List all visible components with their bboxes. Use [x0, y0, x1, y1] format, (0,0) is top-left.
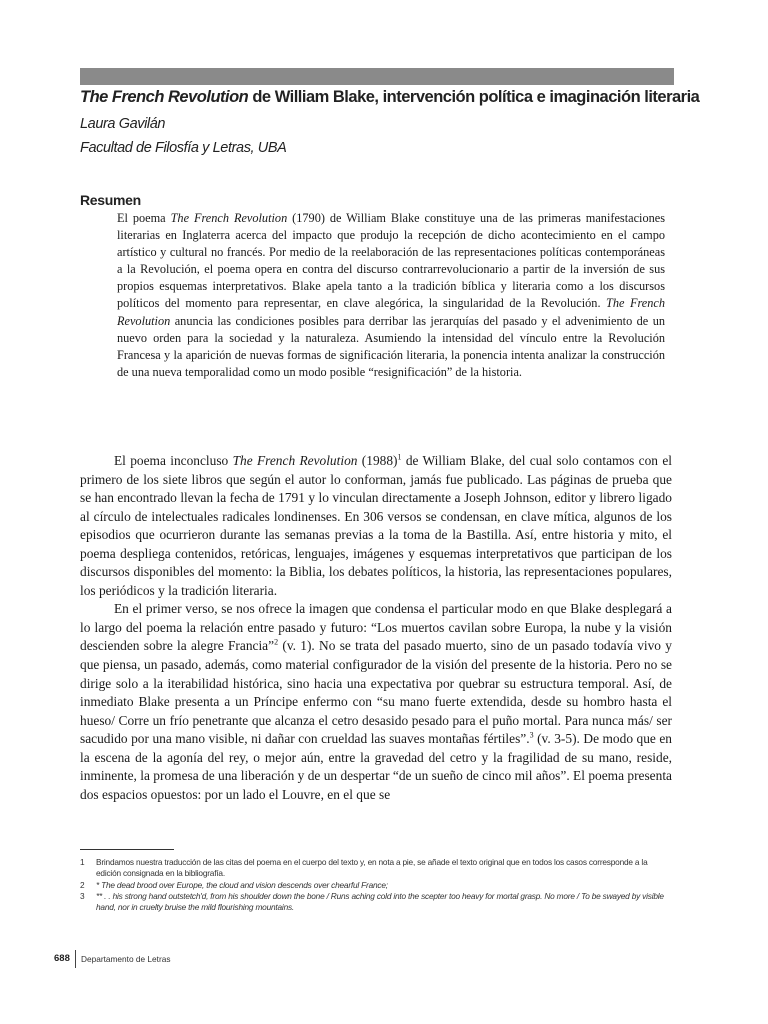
abstract-heading: Resumen	[80, 192, 141, 208]
page-number: 688	[54, 953, 70, 964]
article-title	[80, 88, 700, 107]
footnote-text: Brindamos nuestra traducción de las citas del poema en el cuerpo del texto y, en nota a pie, se añade el texto original que en todos los casos corresponde a la edición consignada en la bibliografía.	[96, 857, 648, 879]
footnote	[80, 880, 674, 891]
abstract-italic: The French Revolution	[117, 296, 665, 328]
header-bar	[80, 68, 674, 85]
body-paragraph-2	[80, 600, 672, 804]
footnote	[80, 891, 674, 914]
body-text	[80, 452, 672, 804]
abstract-text	[117, 210, 665, 381]
author-name: Laura Gavilán	[80, 116, 166, 132]
footnote-divider	[80, 849, 174, 850]
footnote-ref[interactable]: 1	[397, 452, 402, 462]
text-run: de William Blake, del cual solo contamos con el primero de los siete libros que según el autor lo conforman, jamás fue publicado. Las páginas de prueba que se han encontrado llevan la fecha de 1791 y lo vinculan directamente a Joseph Johnson, editor y librero ligado al círculo de intelectuales radicales londinenses. En 306 versos se condensan, en clave mítica, algunos de los episodios que ocurrieron durante las semanas previas a la toma de la Bastilla. Así, entre historia y mito, el poema despliega contenidos, retóricas, lenguajes, imágenes y esquemas interpretativos que participan de los discursos disponibles del momento: la Biblia, los debates políticos, la historia, las representaciones populares, los periódicos y la tradición literaria.	[80, 453, 672, 598]
text-run: (1988)	[357, 453, 398, 468]
footnote-number: 3	[80, 890, 85, 901]
footnote-ref[interactable]: 3	[529, 730, 534, 740]
footnote-number: 1	[80, 857, 85, 867]
text-run: (v. 3-5). De modo que en la escena de la agonía del rey, o mejor aún, entre la gravedad del cetro y la fragilidad de su mano, reside, inminente, la promesa de una liberación y de un despertar “de un sueño de cinco mil años”. El poema presenta dos espacios opuestos: por un lado el Louvre, en el que se	[80, 731, 672, 802]
abstract-part: El poema	[117, 211, 171, 225]
author-affiliation: Facultad de Filosfía y Letras, UBA	[80, 140, 287, 156]
department-label: Departamento de Letras	[81, 954, 171, 964]
footnote-text: * The dead brood over Europe, the cloud and vision descends over chearful France;	[96, 879, 388, 890]
text-run: El poema inconcluso	[114, 453, 233, 468]
text-run: (v. 1). No se trata del pasado muerto, sino de un pasado todavía vivo y que piensa, un pasado, además, como material configurador de la visión del presente de la historia. Pero no se dirige solo a la iterabilidad histórica, sino hacia una expectativa por quebrar su estructura temporal. Así, de inmediato Blake presenta a un Príncipe enfermo con “su mano fuerte extendida, desde su hombro hasta el hueso/ Corre un frío penetrante que alcanza el cetro desasido pesado para el puño mortal. Para nunca más/ ser sacudido por una mano visible, ni dañar con crueldad las suaves montañas fértiles”.	[80, 638, 672, 747]
footer-divider	[75, 950, 76, 968]
abstract-part: (1790) de William Blake constituye una de las primeras manifestaciones literarias en Inglaterra acerca del impacto que produjo la recepción de dicho acontecimiento en el campo artístico y cultural no francés. Por medio de la reelaboración de las representaciones políticas contemporáneas a la Revolución, el poema opera en contra del discurso contrarrevolucionario a partir de la inversión de sus propios esquemas interpretativos. Blake apela tanto a la tradición bíblica y literaria como a los discursos políticos del momento para representar, en clave alegórica, la singularidad de la Revolución.	[117, 211, 665, 311]
footnote	[80, 857, 674, 880]
footnotes	[80, 857, 674, 913]
body-paragraph-1	[80, 452, 672, 600]
title-rest: de William Blake, intervención política e imaginación literaria	[248, 88, 700, 106]
abstract-part: anuncia las condiciones posibles para derribar las jerarquías del pasado y el advenimiento de un nuevo orden para la sociedad y la naturaleza. Asumiendo la intensidad del vínculo entre la Revolución Francesa y la aparición de nuevas formas de significación literaria, la ponencia intenta analizar la construcción de una nueva temporalidad como un modo posible “resignificación” de la historia.	[117, 313, 665, 379]
title-italic: The French Revolution	[80, 88, 249, 106]
footnote-number: 2	[80, 879, 85, 890]
text-italic: The French Revolution	[232, 453, 358, 468]
abstract-italic: The French Revolution	[170, 211, 288, 225]
text-run: En el primer verso, se nos ofrece la imagen que condensa el particular modo en que Blake desplegará a lo largo del poema la relación entre pasado y futuro: “Los muertos cavilan sobre Europa, la nube y la visión descienden sobre la alegre Francia”	[80, 601, 672, 654]
footnote-text: ** . . his strong hand outstetch'd, from his shoulder down the bone / Runs aching cold into the scepter too heavy for mortal grasp. No more / To be swayed by visible hand, nor in cruelty bruise the mild flourishing mountains.	[96, 890, 664, 913]
footnote-ref[interactable]: 2	[274, 638, 279, 647]
